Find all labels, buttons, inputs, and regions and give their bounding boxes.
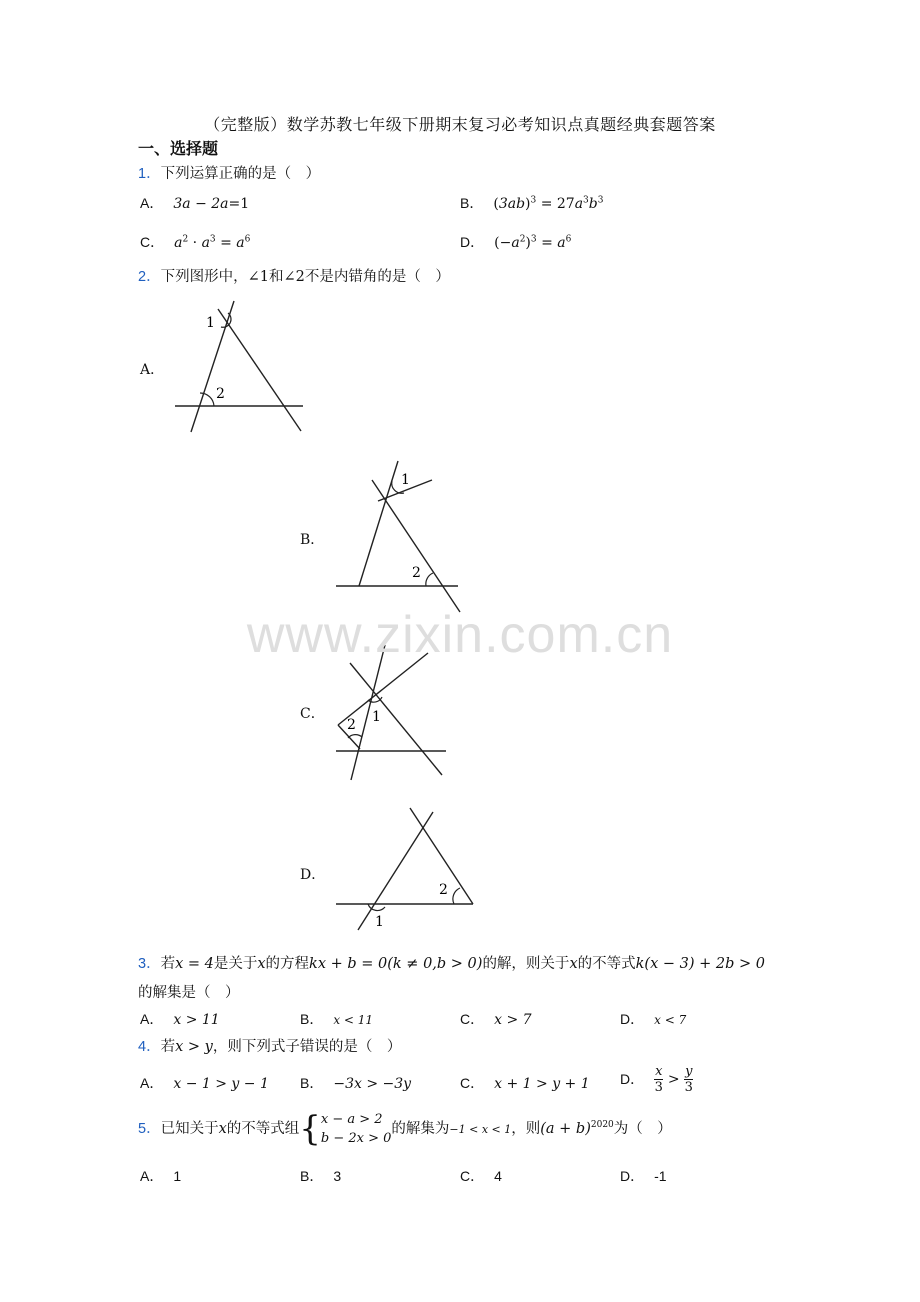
q2-option-c-label: C． — [300, 706, 325, 722]
q2-figure-b — [330, 455, 470, 620]
q2-figure-d — [330, 800, 480, 935]
q5-option-c — [460, 1166, 502, 1186]
q1-option-d: D． $(-a^2)^3 = a^6$ — [460, 234, 572, 251]
question-5-stem — [138, 1110, 672, 1148]
angle-1-label: 1 — [372, 709, 381, 725]
question-number: 3． — [138, 956, 161, 972]
fraction — [654, 1064, 663, 1095]
q2-option-b-label: B． — [300, 532, 325, 548]
q3-option-c — [460, 1009, 532, 1029]
q2-figure-a — [170, 295, 310, 440]
section-heading: 一、选择题 — [138, 139, 219, 158]
option-label: A． — [140, 1168, 164, 1184]
inequality-1: x − a > 2 — [320, 1112, 383, 1127]
option-value: 4 — [494, 1168, 502, 1184]
option-value: x > 11 — [173, 1012, 220, 1028]
option-label: B． — [300, 1168, 324, 1184]
question-3-stem-line2: 的解集是（ ） — [138, 985, 240, 1001]
q4-option-d — [620, 1064, 693, 1095]
option-value: x < 11 — [333, 1013, 374, 1027]
question-text: ，则 — [511, 1121, 541, 1137]
q4-option-b — [300, 1073, 411, 1093]
option-value: x − 1 > y − 1 — [173, 1076, 269, 1092]
option-value: x < 7 — [654, 1013, 687, 1027]
system-brace: { — [299, 1109, 321, 1149]
inequality-2: b − 2x > 0 — [320, 1131, 392, 1146]
math-operator: > — [667, 1071, 680, 1088]
math-expression: −1 < x < 1 — [449, 1123, 512, 1136]
question-text: 若 — [160, 1039, 176, 1055]
option-label: D． — [460, 234, 485, 250]
q1-option-a: A． 3a − 2a=1 — [140, 195, 250, 212]
option-label: C． — [460, 1168, 485, 1184]
question-text: ，则下列式子错误的是（ ） — [212, 1039, 402, 1055]
q3-option-a — [140, 1009, 220, 1029]
q2-option-a-label: A． — [140, 362, 165, 378]
option-label: D． — [620, 1070, 645, 1087]
fraction-numerator: y — [685, 1064, 693, 1079]
option-value: 1 — [173, 1168, 182, 1184]
math-variable: x — [218, 1121, 227, 1137]
q5-option-d — [620, 1166, 667, 1186]
exponent: 2020 — [590, 1120, 614, 1131]
question-text: 为（ ） — [613, 1121, 672, 1137]
question-text: 下列图形中， — [160, 269, 248, 285]
q1-option-b: B． $(3ab)^3 = 27a^3b^3$ — [460, 195, 604, 212]
question-text: 不是内错角的是（ ） — [304, 269, 450, 285]
question-text: 若 — [160, 956, 176, 972]
angle-1-label: 1 — [401, 472, 410, 488]
option-value: −3x > −3y — [333, 1076, 412, 1092]
question-text: 已知关于 — [160, 1121, 219, 1137]
question-text: 的不等式 — [577, 956, 636, 972]
angle-2-label: 2 — [347, 717, 356, 733]
watermark: www.zixin.com.cn — [246, 606, 674, 664]
question-text: 的方程 — [265, 956, 310, 972]
option-label: B． — [300, 1075, 324, 1091]
math-expression: (a + b) — [540, 1121, 591, 1137]
math-expression: x > y — [175, 1039, 213, 1055]
question-text: 的解集为 — [391, 1121, 450, 1137]
option-value: 3 — [333, 1168, 342, 1184]
document-title: （完整版）数学苏教七年级下册期末复习必考知识点真题经典套题答案 — [204, 115, 716, 134]
question-4-stem — [138, 1035, 401, 1056]
option-value: x > 7 — [494, 1012, 532, 1028]
angle-1-symbol: ∠1 — [247, 269, 269, 285]
option-label: B． — [300, 1011, 324, 1027]
math-expression: kx + b = 0(k ≠ 0,b > 0) — [309, 956, 483, 972]
option-label: C． — [460, 1075, 485, 1091]
q1-option-c: C． $a^2 \cdot a^3 = a^6$ — [140, 234, 251, 251]
question-1-stem — [138, 162, 320, 183]
option-label: C． — [140, 234, 165, 250]
option-value: x + 1 > y + 1 — [494, 1076, 590, 1092]
question-text: 和 — [268, 269, 284, 285]
q4-option-c — [460, 1073, 590, 1093]
question-2-stem — [138, 265, 450, 286]
option-label: D． — [620, 1011, 645, 1027]
option-value: -1 — [654, 1168, 667, 1184]
option-label: A． — [140, 195, 164, 211]
q4-option-a — [140, 1073, 269, 1093]
inequality-system — [321, 1110, 392, 1148]
angle-1-label: 1 — [375, 914, 384, 930]
angle-2-label: 2 — [412, 565, 421, 581]
question-text: 的解，则关于 — [482, 956, 570, 972]
question-text: 的不等式组 — [226, 1121, 300, 1137]
question-text: 下列运算正确的是（ ） — [160, 166, 321, 182]
question-number: 4． — [138, 1039, 161, 1055]
question-number: 2． — [138, 269, 161, 285]
angle-1-label: 1 — [206, 315, 215, 331]
math-variable: x — [569, 956, 578, 972]
fraction-denominator: 3 — [684, 1080, 693, 1095]
fraction — [684, 1064, 693, 1095]
option-label: A． — [140, 1011, 164, 1027]
math-expression: x = 4 — [175, 956, 214, 972]
fraction-denominator: 3 — [654, 1080, 663, 1095]
question-number: 1． — [138, 166, 161, 182]
option-label: C． — [460, 1011, 485, 1027]
question-3-stem — [138, 952, 765, 973]
angle-2-symbol: ∠2 — [283, 269, 305, 285]
option-label: A． — [140, 1075, 164, 1091]
angle-2-label: 2 — [216, 386, 225, 402]
angle-2-label: 2 — [439, 882, 448, 898]
question-text: 是关于 — [213, 956, 258, 972]
q3-option-b — [300, 1009, 373, 1029]
question-number: 5． — [138, 1121, 161, 1137]
q3-option-d — [620, 1009, 686, 1029]
math-variable: x — [257, 956, 266, 972]
fraction-numerator: x — [655, 1064, 663, 1079]
math-expression: k(x − 3) + 2b > 0 — [635, 956, 765, 972]
q5-option-a — [140, 1166, 181, 1186]
option-label: D． — [620, 1168, 645, 1184]
q5-option-b — [300, 1166, 341, 1186]
option-label: B． — [460, 195, 484, 211]
q2-option-d-label: D． — [300, 867, 326, 883]
